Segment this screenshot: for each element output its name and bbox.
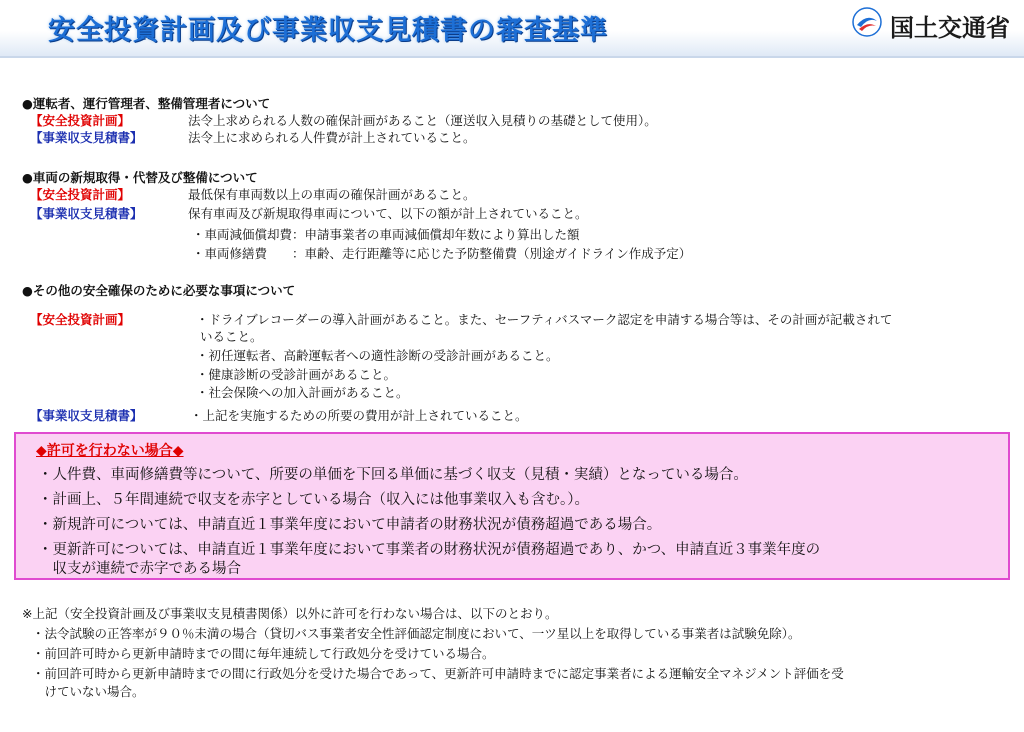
plan-item: ・社会保険への加入計画があること。	[196, 385, 409, 400]
note-item: ・法令試験の正答率が９０％未満の場合（貸切バス事業者安全性評価認定制度において、一ツ星以上を取得している事業者は試験免除）。	[32, 626, 801, 641]
sub-item: ・車両修繕費 ：車齢、走行距離等に応じた予防整備費（別途ガイドライン作成予定）	[192, 246, 692, 261]
denial-heading: ◆許可を行わない場合◆	[36, 443, 184, 459]
section-heading-staff: ●運転者、運行管理者、整備管理者について	[22, 96, 271, 111]
plan-item: ・初任運転者、高齢運転者への適性診断の受診計画があること。	[196, 348, 559, 363]
label-budget-estimate: 【事業収支見積書】	[30, 206, 143, 221]
ministry-logo	[852, 7, 1012, 41]
note-intro: ※上記（安全投資計画及び事業収支見積書関係）以外に許可を行わない場合は、以下のとおり。	[22, 606, 558, 621]
label-budget-estimate: 【事業収支見積書】	[30, 130, 143, 145]
criterion-text: 法令上に求められる人件費が計上されていること。	[188, 130, 476, 145]
label-budget-estimate: 【事業収支見積書】	[30, 408, 143, 423]
label-safety-plan: 【安全投資計画】	[30, 187, 131, 202]
denial-conditions-box	[14, 432, 1010, 580]
denial-item: ・更新許可については、申請直近１事業年度において事業者の財務状況が債務超過であり、かつ、申請直近３事業年度の	[38, 542, 821, 558]
mlit-logo-icon	[852, 7, 882, 37]
page-title: 安全投資計画及び事業収支見積書の審査基準	[48, 15, 608, 46]
criterion-text: 最低保有車両数以上の車両の確保計画があること。	[188, 187, 476, 202]
label-safety-plan: 【安全投資計画】	[30, 113, 131, 128]
note-item: ・前回許可時から更新申請時までの間に行政処分を受けた場合であって、更新許可申請時までに認定事業者による運輸安全マネジメント評価を受	[32, 666, 844, 681]
label-safety-plan: 【安全投資計画】	[30, 312, 131, 327]
section-heading-other: ●その他の安全確保のために必要な事項について	[22, 283, 296, 298]
note-item: けていない場合。	[32, 684, 145, 699]
logo-text: 国土交通省	[890, 14, 1010, 42]
criterion-text: 保有車両及び新規取得車両について、以下の額が計上されていること。	[188, 206, 588, 221]
sub-item: ・車両減価償却費：申請事業者の車両減価償却年数により算出した額	[192, 227, 580, 242]
denial-item: ・人件費、車両修繕費等について、所要の単価を下回る単価に基づく収支（見積・実績）となっている場合。	[38, 467, 748, 483]
note-item: ・前回許可時から更新申請時までの間に毎年連続して行政処分を受けている場合。	[32, 646, 495, 661]
denial-item: ・計画上、５年間連続で収支を赤字としている場合（収入には他事業収入も含む。）。	[38, 492, 589, 508]
section-heading-vehicles: ●車両の新規取得・代替及び整備について	[22, 170, 258, 185]
denial-item: ・新規許可については、申請直近１事業年度において申請者の財務状況が債務超過である場合。	[38, 517, 662, 533]
plan-item: ・健康診断の受診計画があること。	[196, 367, 397, 382]
header-divider	[0, 56, 1024, 58]
plan-item: ・ドライブレコーダーの導入計画があること。また、セーフティバスマーク認定を申請する場合等は、その計画が記載されて	[196, 312, 893, 327]
denial-item: 収支が連続で赤字である場合	[38, 561, 241, 577]
criterion-text: 法令上求められる人数の確保計画があること（運送収入見積りの基礎として使用）。	[188, 113, 657, 128]
plan-item: いること。	[200, 329, 263, 344]
budget-item: ・上記を実施するための所要の費用が計上されていること。	[190, 408, 528, 423]
header-bar	[0, 0, 1024, 56]
